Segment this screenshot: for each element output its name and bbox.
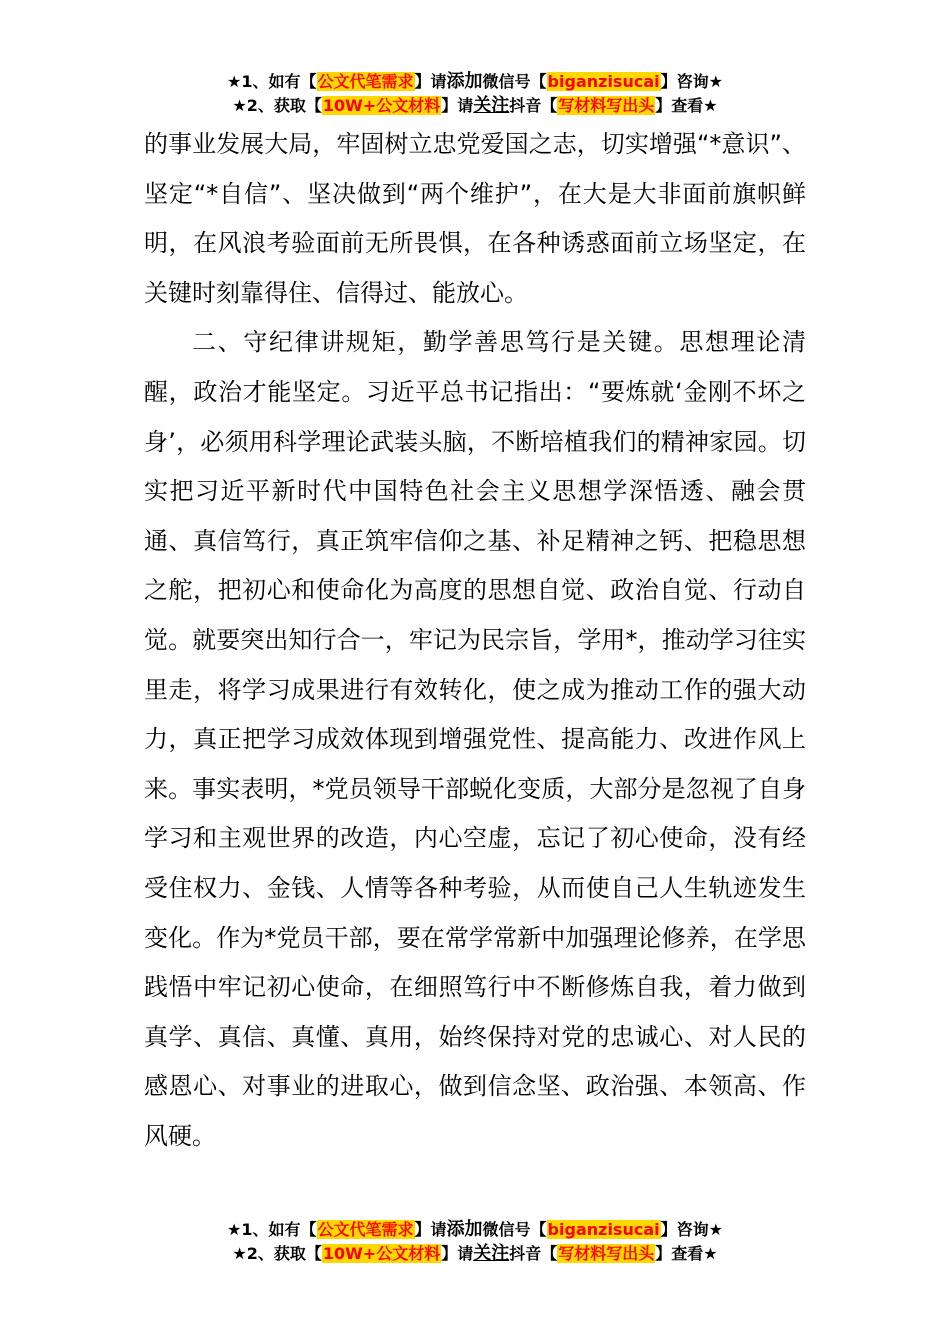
header-line-1: [0, 70, 950, 94]
footer-line-1: [0, 1218, 950, 1242]
footer-add-word: 添加: [446, 1219, 483, 1240]
header-line2-prefix: ★2、获取【: [232, 96, 322, 115]
footer-materials-highlight: 10W+公文材料: [322, 1244, 441, 1263]
header-line2-mid1: 】请: [441, 96, 474, 115]
header-follow-word: 关注: [473, 95, 510, 116]
header-line2-mid2: 抖音【: [509, 96, 558, 115]
header-line1-suffix: 】咨询★: [660, 72, 723, 91]
footer-line2-prefix: ★2、获取【: [232, 1244, 322, 1263]
header-wechat-id: biganzisucai: [547, 72, 660, 91]
footer-line1-suffix: 】咨询★: [660, 1220, 723, 1239]
paragraph-section-two: 二、守纪律讲规矩，勤学善思笃行是关键。思想理论清醒，政治才能坚定。习近平总书记指出：“要炼就‘金刚不坏之身’，必须用科学理论武装头脑，不断培植我们的精神家园。切实把习近平新时代中国特色社会主义思想学深悟透、融会贯通、真信笃行，真正筑牢信仰之基、补足精神之钙、把稳思想之舵，把初心和使命化为高度的思想自觉、政治自觉、行动自觉。就要突出知行合一，牢记为民宗旨，学用*，推动学习往实里走，将学习成果进行有效转化，使之成为推动工作的强大动力，真正把学习成效体现到增强党性、提高能力、改进作风上来。事实表明，*党员领导干部蜕化变质，大部分是忽视了自身学习和主观世界的改造，内心空虚，忘记了初心使命，没有经受住权力、金钱、人情等各种考验，从而使自己人生轨迹发生变化。作为*党员干部，要在常学常新中加强理论修养，在学思践悟中牢记初心使命，在细照笃行中不断修炼自我，着力做到真学、真信、真懂、真用，始终保持对党的忠诚心、对人民的感恩心、对事业的进取心，做到信念坚、政治强、本领高、作风硬。: [144, 328, 806, 1150]
header-line1-mid2: 微信号【: [482, 72, 547, 91]
header-materials-highlight: 10W+公文材料: [322, 96, 441, 115]
footer-line2-suffix: 】查看★: [655, 1244, 718, 1263]
footer-line-2: [0, 1242, 950, 1266]
footer-follow-word: 关注: [473, 1243, 510, 1264]
header-douyin-id: 写材料写出头: [558, 96, 655, 115]
footer-banner: [0, 1218, 950, 1266]
footer-line1-mid2: 微信号【: [482, 1220, 547, 1239]
header-line1-prefix: ★1、如有【: [227, 72, 317, 91]
footer-line2-mid2: 抖音【: [509, 1244, 558, 1263]
paragraph-continuation: 的事业发展大局，牢固树立忠党爱国之志，切实增强“*意识”、坚定“*自信”、坚决做到“两个维护”，在大是大非面前旗帜鲜明，在风浪考验面前无所畏惧，在各种诱惑面前立场坚定，在关键时刻靠得住、信得过、能放心。: [144, 130, 806, 307]
header-add-word: 添加: [446, 71, 483, 92]
footer-douyin-id: 写材料写出头: [558, 1244, 655, 1263]
header-service-highlight: 公文代笔需求: [317, 72, 414, 91]
header-line-2: [0, 94, 950, 118]
header-banner: [0, 70, 950, 118]
footer-line1-mid1: 】请: [414, 1220, 447, 1239]
header-line2-suffix: 】查看★: [655, 96, 718, 115]
footer-line1-prefix: ★1、如有【: [227, 1220, 317, 1239]
footer-wechat-id: biganzisucai: [547, 1220, 660, 1239]
footer-service-highlight: 公文代笔需求: [317, 1220, 414, 1239]
footer-line2-mid1: 】请: [441, 1244, 474, 1263]
header-line1-mid1: 】请: [414, 72, 447, 91]
document-body: [144, 120, 806, 1161]
